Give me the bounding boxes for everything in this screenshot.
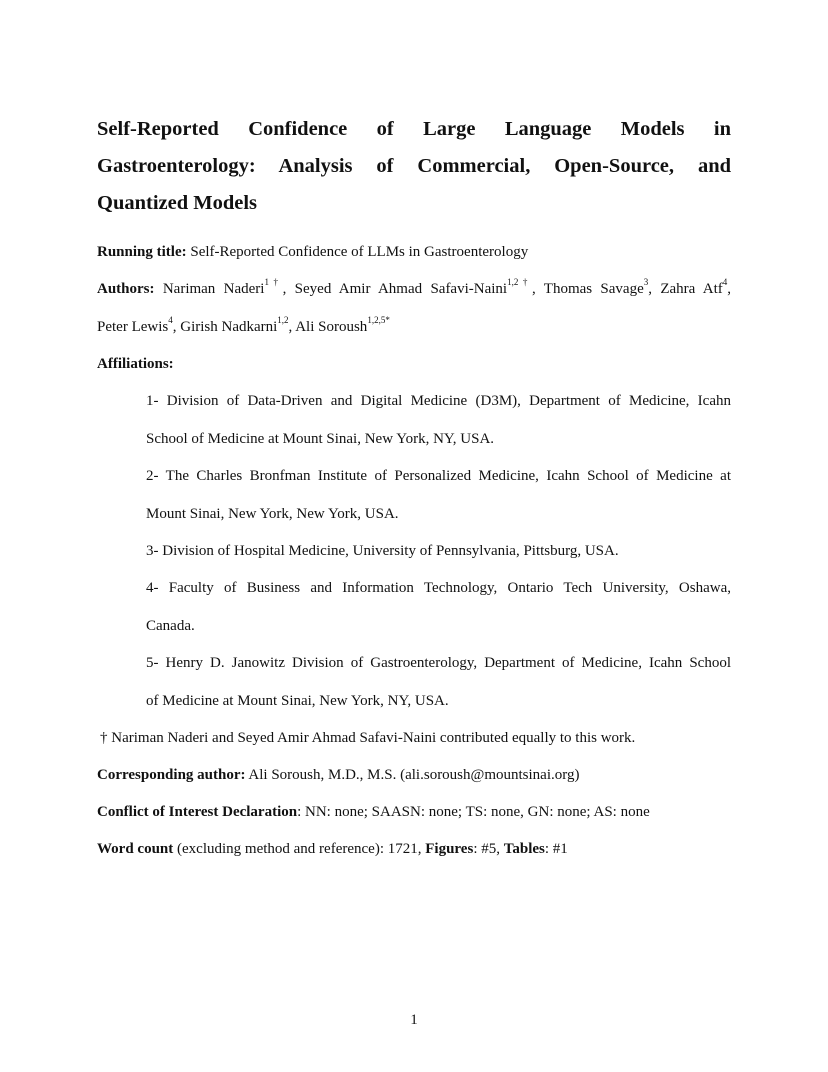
affiliation-item-5 <box>146 645 731 720</box>
authors <box>97 271 731 346</box>
running-title-label: Running title: <box>97 244 187 260</box>
title-line-1: Self-Reported Confidence of Large Language Models in <box>97 118 731 140</box>
title-line-2: Gastroenterology: Analysis of Commercial, Open-Source, and <box>97 155 731 177</box>
running-title <box>97 234 731 272</box>
running-title-value: Self-Reported Confidence of LLMs in Gastroenterology <box>186 244 529 260</box>
page-number: 1 <box>410 1012 418 1028</box>
author-affiliation-marker: 3 <box>643 277 649 287</box>
affiliation-line: Mount Sinai, New York, New York, USA. <box>146 505 399 522</box>
affiliation-line: of Medicine at Mount Sinai, New York, NY, USA. <box>146 692 449 709</box>
figures-value: : #5, <box>473 841 504 857</box>
affiliations-label: Affiliations: <box>97 356 174 372</box>
author-affiliation-marker: 4 <box>722 277 728 287</box>
affiliation-line: 1- Division of Data-Driven and Digital Medicine (D3M), Department of Medicine, Icahn <box>146 393 731 409</box>
affiliation-line: 2- The Charles Bronfman Institute of Personalized Medicine, Icahn School of Medicine at <box>146 468 731 484</box>
affiliation-line: 5- Henry D. Janowitz Division of Gastroenterology, Department of Medicine, Icahn School <box>146 655 731 671</box>
affiliations-heading <box>97 346 731 384</box>
author-name: , Girish Nadkarni <box>172 318 278 335</box>
author-affiliation-marker: 1† <box>264 277 283 287</box>
affiliation-item-4 <box>146 570 731 645</box>
corresponding-author <box>97 757 731 795</box>
equal-contribution-note: † Nariman Naderi and Seyed Amir Ahmad Safavi-Naini contributed equally to this work. <box>100 730 636 746</box>
affiliation-line: 3- Division of Hospital Medicine, University of Pennsylvania, Pittsburg, USA. <box>146 543 619 559</box>
title-line-3: Quantized Models <box>97 192 258 214</box>
conflict-value: : NN: none; SAASN: none; TS: none, GN: none; AS: none <box>297 804 650 820</box>
author-name: , Ali Soroush <box>288 318 368 335</box>
authors-label: Authors: <box>97 281 155 297</box>
author-affiliation-marker: 1,2,5* <box>367 314 390 325</box>
author-affiliation-marker: 1,2† <box>507 277 532 287</box>
word-count-value: (excluding method and reference): 1721, <box>173 841 426 857</box>
affiliation-item-1 <box>146 383 731 458</box>
author-name: , Zahra Atf <box>648 281 723 297</box>
affiliation-item-2 <box>146 458 731 533</box>
tables-label: Tables <box>503 841 545 857</box>
corresponding-author-label: Corresponding author: <box>97 767 246 783</box>
affiliation-line: Canada. <box>146 617 195 634</box>
author-name: , Seyed Amir Ahmad Safavi-Naini <box>282 281 508 297</box>
author-separator: , <box>727 281 732 297</box>
author-name: Peter Lewis <box>97 318 169 335</box>
authors-line-2 <box>97 309 731 347</box>
paper-title <box>97 111 731 222</box>
tables-value: : #1 <box>544 841 568 857</box>
author-name: Nariman Naderi <box>154 281 265 297</box>
conflict-of-interest <box>97 794 731 832</box>
affiliation-line: School of Medicine at Mount Sinai, New York, NY, USA. <box>146 430 495 447</box>
authors-line-1 <box>97 271 731 309</box>
conflict-label: Conflict of Interest Declaration <box>97 804 298 820</box>
word-count-label: Word count <box>97 841 174 857</box>
word-count <box>97 831 731 869</box>
affiliation-item-3 <box>146 533 731 571</box>
affiliation-line: 4- Faculty of Business and Information Technology, Ontario Tech University, Oshawa, <box>146 580 731 596</box>
author-affiliation-marker: 1,2 <box>277 314 289 325</box>
figures-label: Figures <box>425 841 474 857</box>
author-affiliation-marker: 4 <box>168 314 173 325</box>
corresponding-author-value: Ali Soroush, M.D., M.S. (ali.soroush@mountsinai.org) <box>245 767 580 783</box>
author-name: , Thomas Savage <box>531 281 644 297</box>
